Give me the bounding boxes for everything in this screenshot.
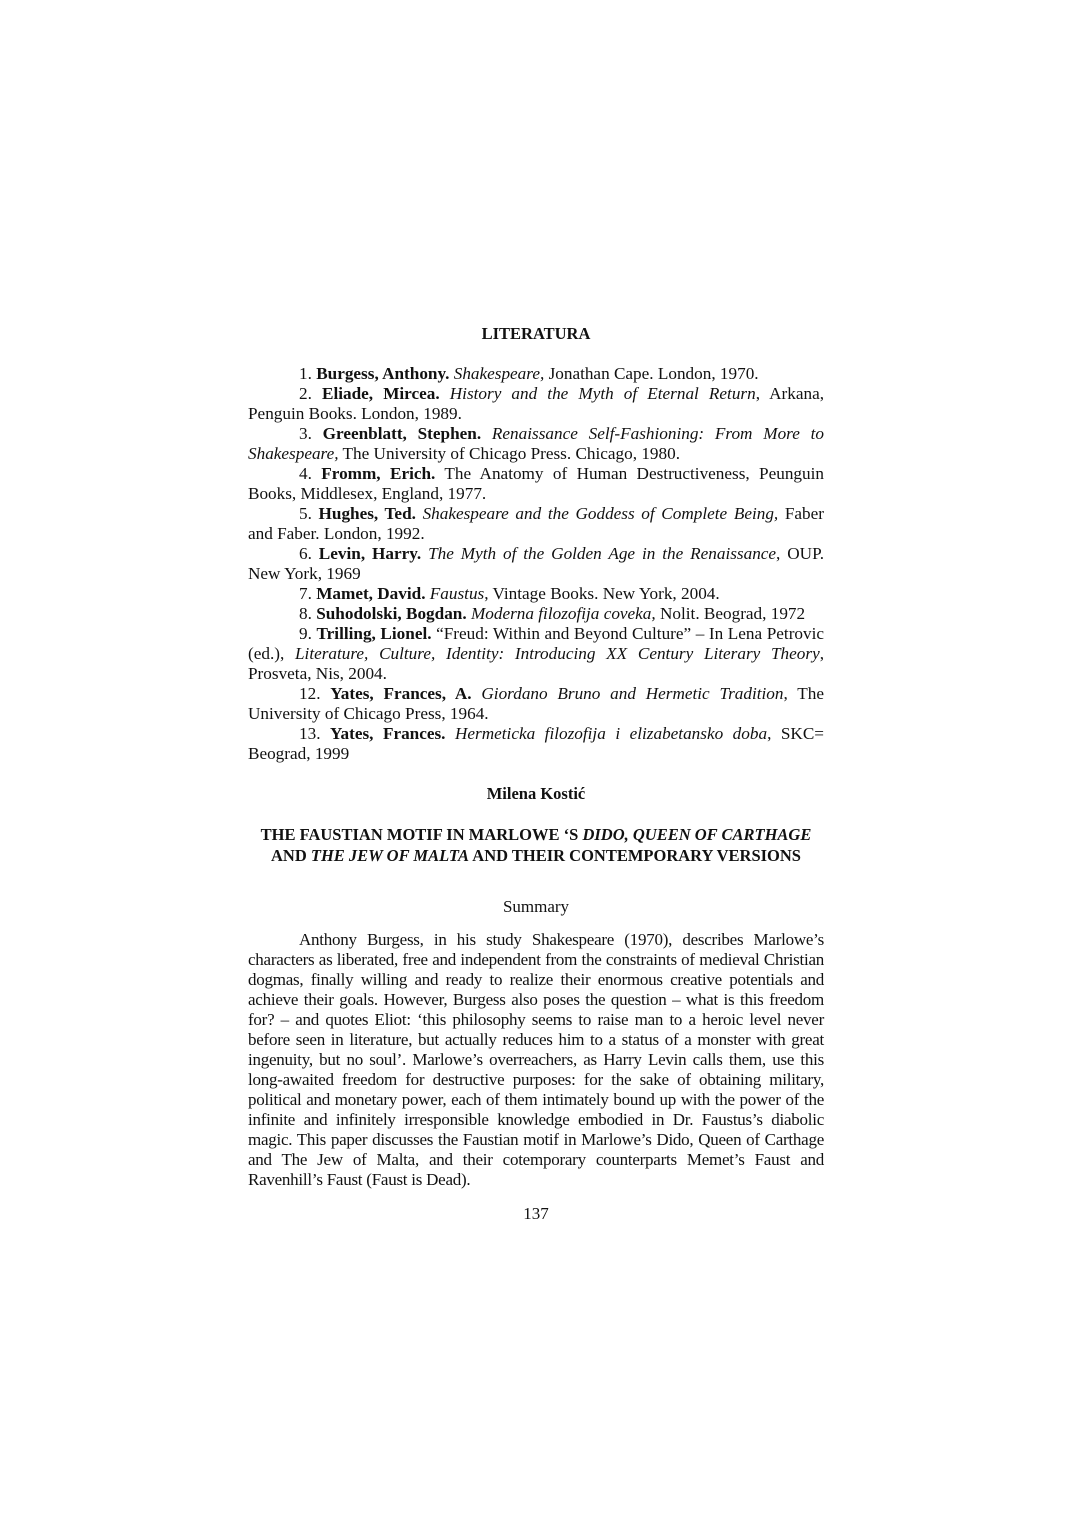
reference-item: 9. Trilling, Lionel. “Freud: Within and Beyond Culture” – In Lena Petrovic (ed.), Literature, Culture, Identity: Introducing XX Century Literary Theory, Prosveta, Nis, 2004. xyxy=(248,624,825,683)
reference-item: 5. Hughes, Ted. Shakespeare and the Goddess of Complete Being, Faber and Faber. London, 1992. xyxy=(248,504,824,543)
section-heading: LITERATURA xyxy=(481,324,591,343)
reference-item: 8. Suhodolski, Bogdan. Moderna filozofija coveka, Nolit. Beograd, 1972 xyxy=(299,604,806,623)
reference-item: 12. Yates, Frances, A. Giordano Bruno and Hermetic Tradition, The University of Chicago Press, 1964. xyxy=(248,684,824,723)
reference-item: 2. Eliade, Mircea. History and the Myth of Eternal Return, Arkana, Penguin Books. London, 1989. xyxy=(248,384,825,423)
summary-title: THE FAUSTIAN MOTIF IN MARLOWE ‘S DIDO, QUEEN OF CARTHAGE AND THE JEW OF MALTA AND THEIR CONTEMPORARY VERSIONS xyxy=(260,825,812,865)
reference-item: 1. Burgess, Anthony. Shakespeare, Jonathan Cape. London, 1970. xyxy=(299,364,759,383)
reference-item: 13. Yates, Frances. Hermeticka filozofija i elizabetansko doba, SKC= Beograd, 1999 xyxy=(248,724,824,763)
reference-item: 7. Mamet, David. Faustus, Vintage Books. New York, 2004. xyxy=(299,584,720,603)
reference-item: 3. Greenblatt, Stephen. Renaissance Self-Fashioning: From More to Shakespeare, The University of Chicago Press. Chicago, 1980. xyxy=(248,424,824,463)
summary-text: Anthony Burgess, in his study Shakespeare (1970), describes Marlowe’s characters as liberated, free and independent from the constraints of medieval Christian dogmas, finally willing and ready to realize their enormous creative potentials and achieve their goals. However, Burgess also poses the question – what is this freedom for? – and quotes Eliot: ‘this philosophy seems to raise man to a heroic level never before seen in literature, but actually reduces him to a status of a monster with great ingenuity, but no soul’. Marlowe’s overreachers, as Harry Levin calls them, use this long-awaited freedom for destructive purposes: for the sake of obtaining military, political and monetary power, each of them intimately bound up with the power of the infinite and infinitely irresponsible knowledge embodied in Dr. Faustus’s diabolic magic. This paper discusses the Faustian motif in Marlowe’s Dido, Queen of Carthage and The Jew of Malta, and their cotemporary counterparts Memet’s Faust and Ravenhill’s Faust (Faust is Dead). xyxy=(248,930,824,1189)
reference-list xyxy=(248,364,824,764)
reference-item: 4. Fromm, Erich. The Anatomy of Human Destructiveness, Peunguin Books, Middlesex, England, 1977. xyxy=(248,464,824,503)
summary-label: Summary xyxy=(502,897,570,916)
reference-item: 6. Levin, Harry. The Myth of the Golden Age in the Renaissance, OUP. New York, 1969 xyxy=(248,544,825,583)
author-name: Milena Kostić xyxy=(486,784,586,803)
page-number: 137 xyxy=(523,1204,549,1223)
